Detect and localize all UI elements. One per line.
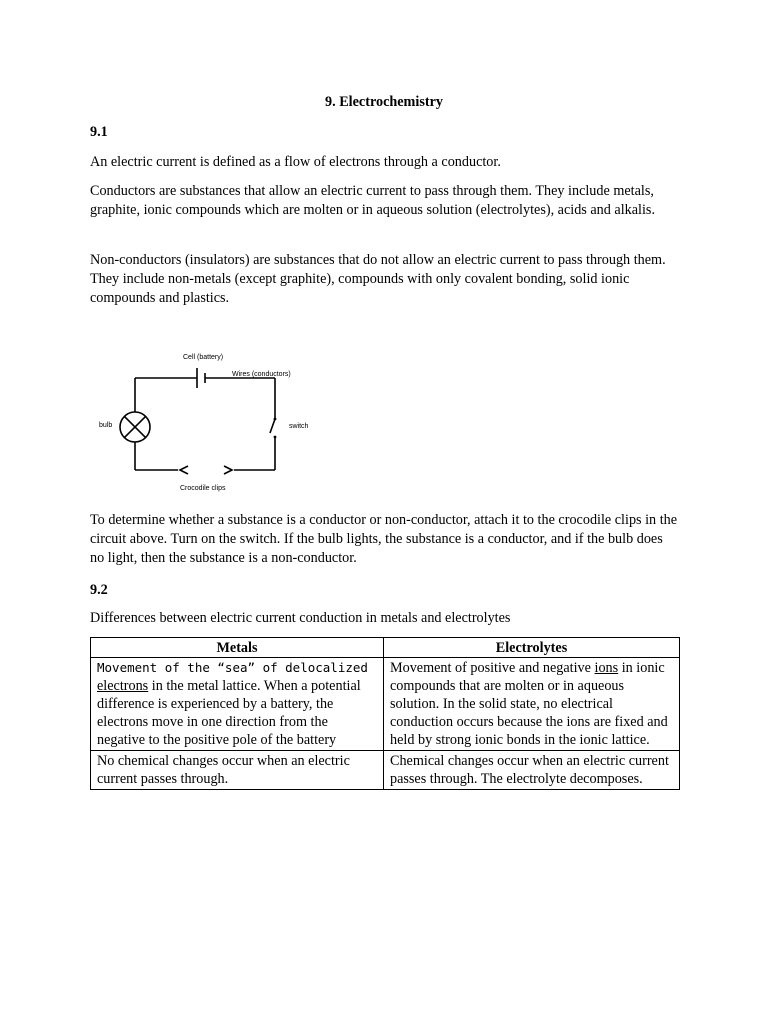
electrolytes-ions-underlined: ions [594,660,619,676]
label-crocodile-clips: Crocodile clips [180,485,226,492]
table-row [91,658,680,751]
electrolytes-rest-text: in ionic compounds that are molten or in aqueous solution. In the solid state, no electrical conduction occurs because the ions are fixed and held by strong ionic bonds in the ionic lattice. [390,660,668,748]
paragraph-test-method: To determine whether a substance is a conductor or non-conductor, attach it to the crocodile clips in the circuit above. Turn on the switch. If the bulb lights, the substance is a conductor, and if the bulb does no light, then the substance is a non-conductor. [90,512,678,566]
label-wires: Wires (conductors) [232,371,291,378]
switch-contact-top [274,418,277,421]
label-cell-battery: Cell (battery) [183,354,224,361]
section-heading-9-1: 9.1 [90,124,108,140]
page-title: 9. Electrochemistry [325,94,443,110]
circuit-diagram [90,345,330,495]
paragraph-differences-intro: Differences between electric current conduction in metals and electrolytes [90,610,511,626]
cell-metals-chemical: No chemical changes occur when an electric current passes through. [91,751,384,790]
switch-lever [270,419,275,433]
metals-rest-text: in the metal lattice. When a potential difference is experienced by a battery, the electrons move in one direction from the negative to the positive pole of the battery [97,678,361,748]
cell-electrolytes-chemical: Chemical changes occur when an electric current passes through. The electrolyte decomposes. [384,751,680,790]
section-heading-9-2: 9.2 [90,582,108,598]
metals-mono-text: Movement of the “sea” of delocalized [97,660,368,675]
electrolytes-pre-text: Movement of positive and negative [390,660,595,676]
paragraph-conductors: Conductors are substances that allow an electric current to pass through them. They include metals, graphite, ionic compounds which are molten or in aqueous solution (electrolytes), acids and alkalis. [90,183,655,218]
paragraph-non-conductors: Non-conductors (insulators) are substances that do not allow an electric current to pass through them. They include non-metals (except graphite), compounds with only covalent bonding, solid ionic compounds and plastics. [90,252,666,306]
header-electrolytes: Electrolytes [384,638,680,658]
crocodile-clip-left [180,466,188,474]
cell-electrolytes-conduction [384,658,680,751]
cell-metals-conduction [91,658,384,751]
table-header-row [91,638,680,658]
crocodile-clip-right [224,466,232,474]
metals-electrons-underlined: electrons [97,678,149,694]
paragraph-current-definition: An electric current is defined as a flow of electrons through a conductor. [90,154,501,170]
header-metals: Metals [91,638,384,658]
label-bulb: bulb [99,422,113,429]
comparison-table [90,637,680,790]
table-row [91,751,680,790]
switch-contact-bottom [274,436,277,439]
label-switch: switch [289,423,309,430]
